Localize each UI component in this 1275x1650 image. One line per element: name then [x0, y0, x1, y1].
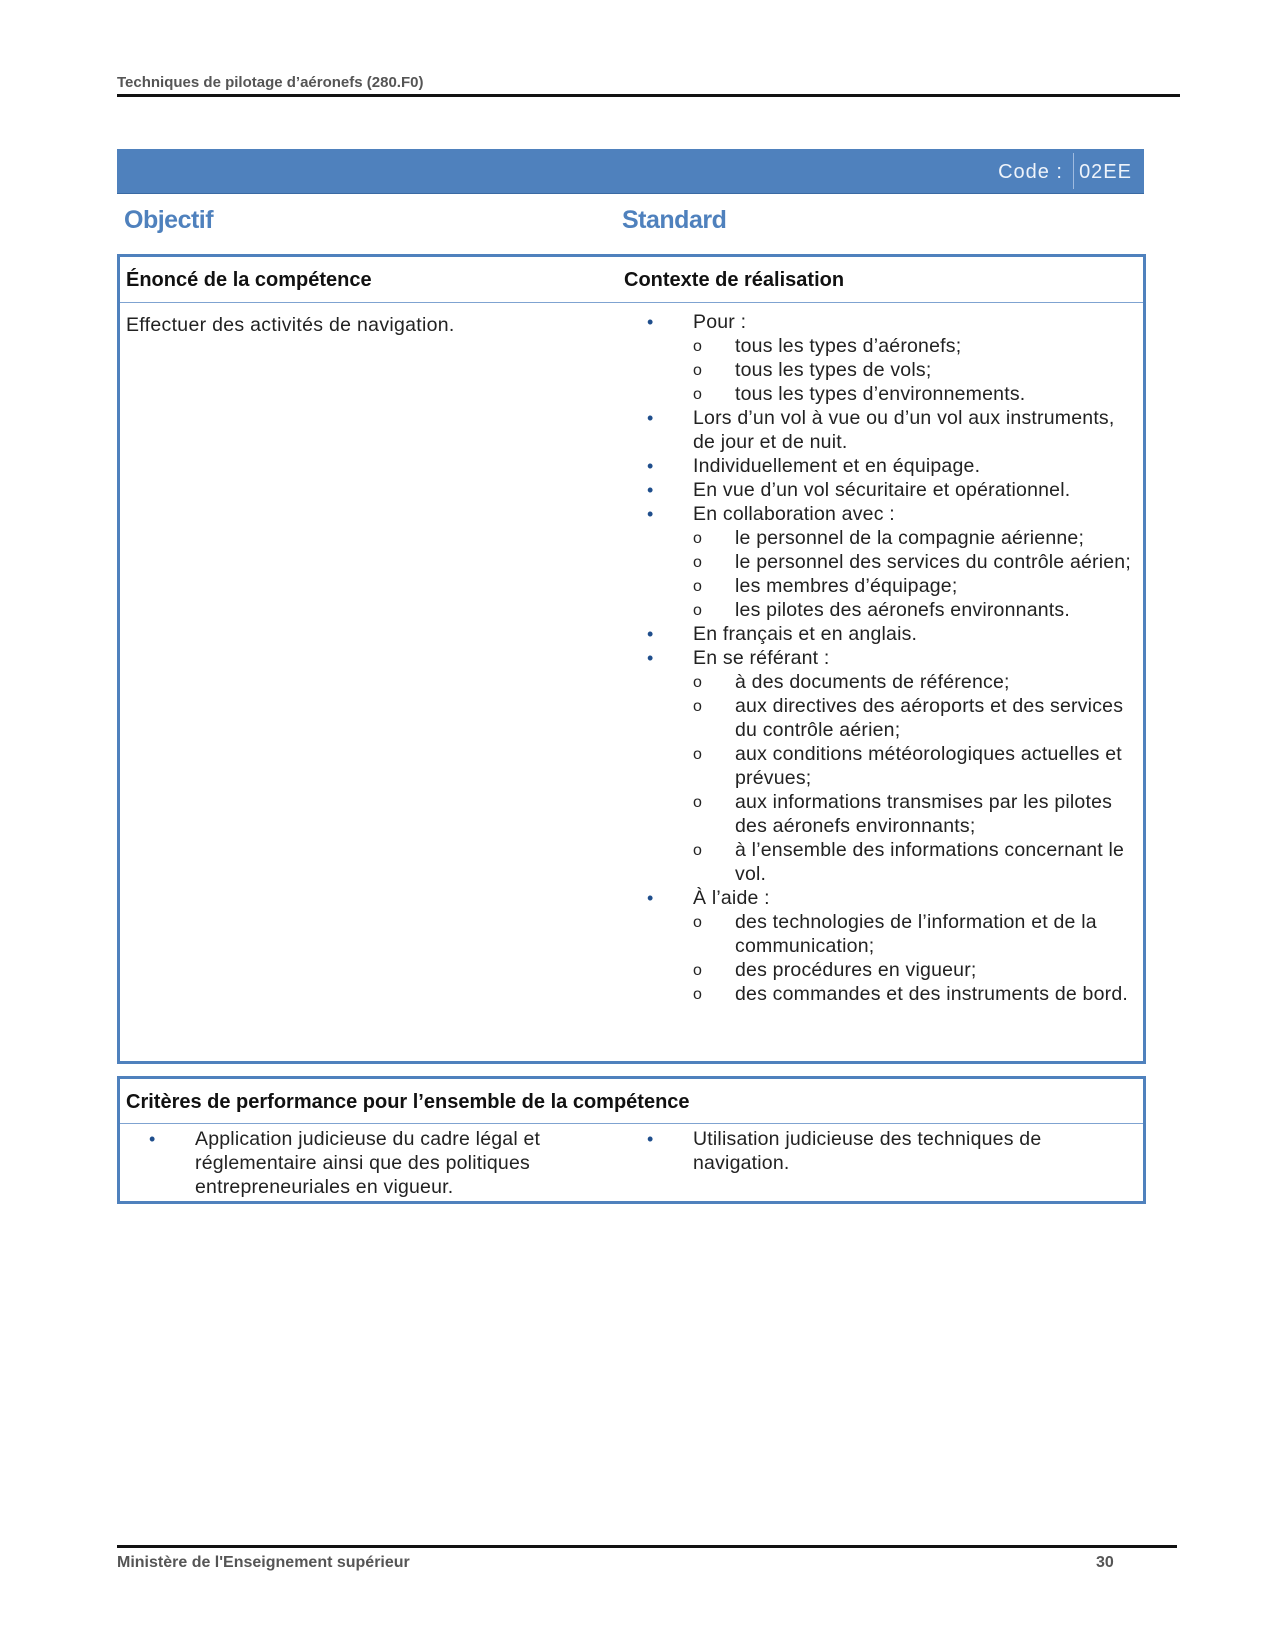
sub-bullet-marker: o: [693, 602, 703, 619]
contexte-item-text: En vue d’un vol sécuritaire et opérationnel.: [693, 479, 1071, 501]
objectif-heading: Objectif: [124, 206, 214, 234]
enonce-text: Effectuer des activités de navigation.: [126, 314, 455, 336]
list-item: [624, 1127, 1084, 1175]
contexte-item-text: Individuellement et en équipage.: [693, 455, 981, 477]
code-separator: [1073, 153, 1074, 189]
criteria-right-list: [624, 1127, 1084, 1175]
contexte-item-text: à des documents de référence;: [735, 671, 1010, 693]
contexte-subitem: [624, 790, 1134, 838]
contexte-item-text: En se référant :: [693, 647, 830, 669]
criteria-table-header: [120, 1079, 1143, 1124]
contexte-item-text: à l’ensemble des informations concernant le vol.: [735, 839, 1125, 885]
document-header-title: Techniques de pilotage d’aéronefs (280.F0): [117, 74, 424, 91]
contexte-subitem: [624, 982, 1134, 1006]
sub-bullet-marker: o: [693, 986, 703, 1003]
criteria-header: Critères de performance pour l’ensemble de la compétence: [126, 1091, 690, 1113]
sub-bullet-marker: o: [693, 914, 703, 931]
contexte-item-text: Lors d’un vol à vue ou d’un vol aux instruments, de jour et de nuit.: [693, 407, 1115, 453]
contexte-item-text: aux conditions météorologiques actuelles et prévues;: [735, 743, 1122, 789]
criteria-right-text: Utilisation judicieuse des techniques de navigation.: [693, 1128, 1042, 1174]
contexte-item-text: tous les types de vols;: [735, 359, 932, 381]
bullet-marker: •: [647, 624, 654, 644]
contexte-item-text: des commandes et des instruments de bord.: [735, 983, 1128, 1005]
contexte-subitem: [624, 910, 1134, 958]
contexte-subitem: [624, 670, 1134, 694]
footer-divider: [117, 1545, 1177, 1548]
contexte-subitem: [624, 358, 1134, 382]
page-number: 30: [1096, 1554, 1114, 1571]
contexte-item: [624, 310, 1134, 334]
standard-heading: Standard: [622, 206, 727, 234]
bullet-marker: •: [647, 312, 654, 332]
contexte-list: [624, 310, 1134, 1006]
contexte-item-text: le personnel des services du contrôle aérien;: [735, 551, 1131, 573]
contexte-item-text: À l’aide :: [693, 887, 770, 909]
bullet-marker: •: [647, 1129, 654, 1149]
contexte-item-text: les pilotes des aéronefs environnants.: [735, 599, 1070, 621]
contexte-subitem: [624, 742, 1134, 790]
contexte-subitem: [624, 598, 1134, 622]
bullet-marker: •: [647, 888, 654, 908]
contexte-item: [624, 646, 1134, 670]
contexte-item-text: le personnel de la compagnie aérienne;: [735, 527, 1085, 549]
contexte-item: [624, 502, 1134, 526]
contexte-subitem: [624, 958, 1134, 982]
competence-table: [117, 254, 1146, 1064]
sub-bullet-marker: o: [693, 698, 703, 715]
bullet-marker: •: [149, 1129, 156, 1149]
contexte-subitem: [624, 694, 1134, 742]
header-divider: [117, 94, 1180, 97]
contexte-item-text: En français et en anglais.: [693, 623, 918, 645]
bullet-marker: •: [647, 408, 654, 428]
contexte-item-text: les membres d’équipage;: [735, 575, 958, 597]
bullet-marker: •: [647, 480, 654, 500]
contexte-item-text: des procédures en vigueur;: [735, 959, 977, 981]
sub-bullet-marker: o: [693, 338, 703, 355]
contexte-item-text: tous les types d’aéronefs;: [735, 335, 962, 357]
code-label: Code :: [998, 161, 1063, 183]
criteria-left-text: Application judicieuse du cadre légal et réglementaire ainsi que des politiques entrepreneuriales en vigueur.: [195, 1128, 541, 1198]
contexte-item-text: aux directives des aéroports et des services du contrôle aérien;: [735, 695, 1124, 741]
sub-bullet-marker: o: [693, 530, 703, 547]
contexte-item: [624, 886, 1134, 910]
sub-bullet-marker: o: [693, 362, 703, 379]
bullet-marker: •: [647, 504, 654, 524]
sub-bullet-marker: o: [693, 554, 703, 571]
code-bar: [117, 149, 1144, 194]
contexte-item-text: des technologies de l’information et de la communication;: [735, 911, 1097, 957]
sub-bullet-marker: o: [693, 746, 703, 763]
contexte-item-text: En collaboration avec :: [693, 503, 895, 525]
contexte-item: [624, 454, 1134, 478]
enonce-header: Énoncé de la compétence: [126, 269, 372, 291]
contexte-item-text: aux informations transmises par les pilotes des aéronefs environnants;: [735, 791, 1113, 837]
sub-bullet-marker: o: [693, 962, 703, 979]
contexte-item-text: Pour :: [693, 311, 747, 333]
contexte-item: [624, 478, 1134, 502]
contexte-subitem: [624, 382, 1134, 406]
list-item: [126, 1127, 586, 1199]
contexte-subitem: [624, 550, 1134, 574]
sub-bullet-marker: o: [693, 386, 703, 403]
bullet-marker: •: [647, 456, 654, 476]
sub-bullet-marker: o: [693, 578, 703, 595]
sub-bullet-marker: o: [693, 674, 703, 691]
contexte-item-text: tous les types d’environnements.: [735, 383, 1026, 405]
contexte-subitem: [624, 574, 1134, 598]
contexte-header: Contexte de réalisation: [624, 269, 845, 291]
contexte-item: [624, 406, 1134, 454]
competence-table-header: [120, 257, 1143, 303]
contexte-subitem: [624, 838, 1134, 886]
footer-ministry: Ministère de l'Enseignement supérieur: [117, 1554, 410, 1571]
contexte-subitem: [624, 526, 1134, 550]
code-value: 02EE: [1079, 161, 1132, 183]
sub-bullet-marker: o: [693, 794, 703, 811]
criteria-table: [117, 1076, 1146, 1204]
criteria-left-list: [126, 1127, 586, 1199]
contexte-subitem: [624, 334, 1134, 358]
contexte-item: [624, 622, 1134, 646]
bullet-marker: •: [647, 648, 654, 668]
sub-bullet-marker: o: [693, 842, 703, 859]
